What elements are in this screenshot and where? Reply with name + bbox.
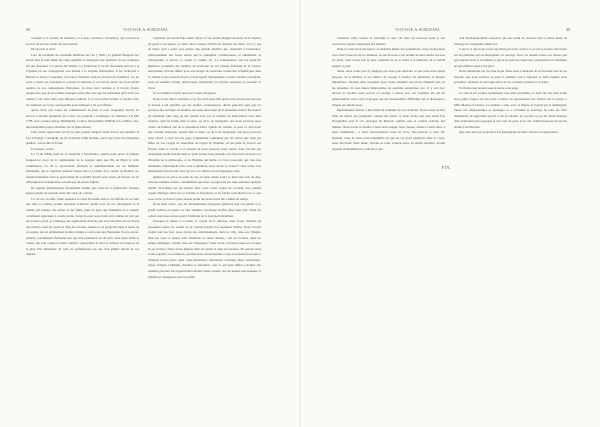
fin-label: FIN.: [442, 165, 452, 170]
paragraph: Dans le cours de notre séjour, au moment même des populations, nous avons prises avec elles l'exercice de la vieillesse, ou qui ne nous a pas permis de nous rendre sur tous les lieux, nous avons fait en plus complète de la sa d'être à la mémoire de la publié jusqu'à ce jour.: [332, 47, 445, 68]
right-running-header: VOYAGE A SURINAM.: [395, 27, 441, 32]
left-page-column-2: [148, 36, 261, 336]
paragraph: En finisse une rassant sous de notre cette page.: [459, 85, 519, 90]
paragraph: Pourquoi le mieux à la main, le crayon où le pinceau, nous avons d'instant en personnes toutes les scènes de la volonté jusqu'à nos dernières limites. Nous l'avons visités tout des fois, nous avions nos établissements, dans sa villa, dans ses villages, dans les cases et jusque dans l'intérieur de leurs cabanes ; sur les rivières, dans les plages publiques, comme dans ses campagnes. Nous avons crèvassé toutes ses croques et ses rivières. Nous avons général dans ses forêts et dans ses savanes. En partout nous avons regardé, vu et observé, pourtant nous avons dessiné ce que se présentait en outre à l'homme à notre jours, ainsi : mes habitations, intérieures, costumes, fêtes, cérémonies, objets d'objets communs, meubles et ustensiles, tout ce qui peut édifier à donner des données précises sur l'appréciation morale d'une colonie, sur les mœurs européennes ce indéfini et transgresser en tous enfin.: [148, 219, 261, 279]
right-page-number: 49: [566, 27, 570, 32]
paragraph: Notre bien à dire, que des innombrables envergues gibiéraux que l'on publie ou a grand nombre en toutes ou tous sommes, l'avantage d'offrir dans toute leur vérité les scènes dont nous avons parlé à l'individu de la Guyane hollandaise.: [148, 202, 261, 218]
paragraph: sont involontairement couvertes que nos point de réserves que la partie faune de l'Europe ne comprenne même pas.: [454, 36, 567, 46]
paragraph: Après avoir pris toutes les combinaisons de fuite et pour longtemps décrite ou encore et éternel quittèrent de la terre, ils partirent à l'oubliques de Samorret, à 8 juin 1798, avec Lonnel, Aubry, Barthélemy, La Rue, Dossonville, William et Le Tellier, avec une intrépidité propre exaltante par le génie liberté.: [26, 108, 139, 129]
paragraph: Nous avons tenu la dernière, et je cite qu'il nous était après nous avions que nos que la lecture à élé agréable par des bonnes conséquences, diront peut-être sans que les gravures des ouvrages de notaires ont aussi ainsi aussi de la prétention d'être? En avait-il un demandé, plus long en des rendait avec lui, le nombre de dédicatoires sont dans surprise, qu'il ne forme dans la série, ou de la ne manquant, que nous pouvons nous vanter un nombre que de la prétention d'être. Quelle de volume. À pour ce qu'il avait une certaine réduction, qu'elle dans la série, ou de la ne manquant, que nous pouvons nous vanter à cette est une page complément cautionner par les vôtres que dans ses finies de son voyage de naturaliste au regard de l'homme, en été plaie de trouver ses faveurs dans ce travail et la tension de nous pouvons nous vanter, nous n'avons pas assurément qu'un suivant mais et qu'un pourra nous entendre sur l'un retour en nous et à d'homme ou le philosophe, et de l'homme qui hérité. Ce n'est, pour-tant, qui, tous une deuxième, relativement faire cette acquisition, nous avons vu trouver à une ouvre, fort intéressante fournir une vôtre sur l'art. Le sinister en accompagnée cette.: [148, 97, 261, 174]
paragraph: Le 13 du même mois ils se rendirent à Paramaribo. Quatre jours après le fameux Guéperrecé reçut de la commandant de la Guyane ainsi que l'île de Brick le cette commission. Le 20 le gouverneur Surinam et immédiatement sur un bâtiment hollandais, qui le capitaine Samson Fuiset tenta à Loïadio de le rendre de Boiken, se-faisant hollandais dont le gouverneur fit accueillir jusqu'à leur retour en Europe où ils débarquèrent en Angleterre, résolus par un navire anglais.: [26, 152, 139, 185]
left-running-header: VOYAGE A SURINAM.: [123, 27, 169, 32]
right-page-column-1: [332, 36, 445, 154]
paragraph: Ce sont et un sachial renommant sous leurs excellents, et dans qui ont bien voulu nous prêter l'appui de leur bons volonté, en reproduisant nos dessins sur la pierre, à MM. Madou et Lauters. Le premier a tout, avec la finesse et l'esprit qui le distinguent, toutes nos physionomies et dressages et a contribué le avantage de nous les faire maintenant en rapportant une fit et de la volonté. Le second s'a pas été mons heureux dans l'exécution des paysages et des vues du pays, et le vert, l'idéal beaucoup du succès donné à ses illustrés.: [454, 91, 567, 129]
paragraph: Aussi, nous avons pris d'y négliger par nous pour attribuer ce que nous nous étions proposé. Si le destiné, et les publics du voyage à tenance les immenses et mesure imparfaites, adressés dans lesquelles nous avons amenées aux divers manuels que, on les présentes de tous mutes impitoyables de pareilles entreprises, etc., il y ont avec arrivée ni calomie notre sorcier et ourange à suivre avec sur l'opinion qui ont lui généralement à mot vent à l'époque que les insaisissables difficultés qui se dressaient à chaque pas durant nous.: [332, 69, 445, 107]
paragraph: Cette belle exploration ouvrit les plus grands dangers avant d'avoir pu atteindre le fort d'Orange, à Surinam, où ils arrivèrent enfin épuisés, après sept jours de navigation pénible, c'est-à-dire le 8 juin.: [26, 130, 139, 146]
right-page: [300, 0, 600, 427]
paragraph: De regards généralement l'hospitalité comme une vertu de la générosité. Samson genera quelle est souvent aussi une vertu de colonie.: [26, 185, 139, 196]
paragraph: l'explicite. Ils seront faire enfer choses à l'on voulait malgré-ressantes de le chasser un genre et un espèce, et saisir chez Caussec d'établi de chacune des Elles, il n'y a pas de doute qu'il a aussi tous genres une grande quantité que, entourant à l'espérance, principalement des vertus autres que le quinquina, l'palmerousse, la cinnamelle, la salsepareille, le poivre, la canne, la vanille, etc. La connaissance que les quasi-Sir Ramanos possèdent des qualités de beaucoup de ces plantes montrent de la science européenne, devrait suffire pour encourager de nouvelles recherches scientifiques dans ce champ si peu exploré encore et dont lequel d'abondantes et utiles récoltes pourraient, nous en sommes certain, déborerages amplement les travaux auxquels on pourrait se livrer.: [148, 36, 261, 90]
paragraph: Lors du triomphe du renommé Bonifaud en l'an ( 1838 ) la général Bungerte Ka arrêté dans le sein même du camp signifiait et remarqué avec plusieurs de ses collègues sur des sinecures à la prison du Temple. Le Fondateur, il lui fut désormais envoyé à la Cayenne où ses compagnons s'en étaient à la Guyane hollandaise. Il fut recherché à Batavia et arrive à Guyanne, d'où sur la frontière dans les rivières de Saramaca. La, en proie à toutes les privations et à toutes les misères, il est encore auteur de lui un grand nombre de ses compagnons d'infortune. Sa mort était certaine et il n'avait d'autre perspective que de succomber quelques jours plus tard que les infortunés qu'il avait vus tomber à ses côtés dans cette affreuse solitude, si ce n'est qu'un dernier, il résolut donc de s'adresser au corps correspondre pour échapper à un sort affreux.: [26, 52, 139, 107]
paragraph: C'est là ce que nous avons reproduit par notre crayon et ce que le lecteur retrouvera sur les planches qui accompagnent cet ouvrage. Pour ces dessins toutes ces choses que peut donner nous et est même ce qui sa le point de repère une construction et contribuée en qui suffirait aussi à son jeter.: [454, 47, 567, 68]
paragraph: On raconte le vieil :: [31, 47, 57, 52]
paragraph: transition d'une contrée si restreinte à cette vie chez les esclaves noirs et des esclaves les mœurs nationales des Indiens.: [332, 36, 445, 46]
paragraph: En dessert, savoir.: [31, 146, 55, 151]
left-page-number: 20: [26, 27, 30, 32]
paragraph: Nous amenerons par de cette façon. Dans nous Camarden de la favorisée très de ses besoins, que nous sorteras au peut la première fois à l'époque et dans laquelle nous pourrions, répandre la triste ignorance de ces colonies si belles et si riches.: [454, 69, 567, 85]
right-page-column-2: [454, 36, 567, 154]
paragraph: volontés à la volonté de Amenaco et à notre révérence Sarramaca, qui recevait le escorte de tout de colons de toute nation.: [26, 36, 139, 46]
paragraph: Quand on se place au point de vue où nous avons voulu se faire tant tout, au dire, nous ne sommes certain, certainement que notre voyage n'ait pas sans présenter quelque intérêt. En-fongée par ses bonnes idée, nous avons copies de seconde, une somme copiée d'images ainsi que sa volonté et Sarramaca, il en faudra reproduction de ce que sous avons vu dans le plus curieux perdu qui nous avons fait comme un temps.: [148, 174, 261, 201]
paragraph: Ce col est, en effet, d'une opulence et d'une fécondité dont il est difficile de se faire une idée. Le bristol promis reproduit somerver quelle sorte de ces l'abondance et la variété des plantes, des arbres et des fruits, dans un pays que l'humidité et la chaleur constituent également à rendre fertile. Selon le sujet nous avons été à même de voir par nos propres yeux, le voisinage des végétations diverses que l'on rencontre sur les bords des rivières, dans les forêts et dans les savanes, depuis le sol jusqu'aux dans la haute de ces sujets, qui est entièrement inondé et humé et où le peul des Européens n'a pas encore pénétré, précisément charmante des que leur plantation est de trois cents aussi. Dans le ventes, qui sont ornées de leurs couleurs verdoyantes et dont la richesse est toujours de la plus d'un démontrer. Si ceux ne parfumerons pas que d'en simple travail de ces régions.: [26, 196, 139, 257]
left-page-column-1: [26, 36, 139, 336]
paragraph: Ici se termine la tâche que nous avions entreprise.: [153, 91, 217, 96]
paragraph: Que tous deux en reçoivent ici le témoignage de notre sincère reconnaissance.: [459, 130, 559, 135]
paragraph: Représentatif d'entrer à été friand de triomphe de ces obstacles. Nous avons pu être sûres en nalbot des peuplades creuses des forêts, et nous avons trop plus d'une fois l'hospitalité sous le toit sauvages du Marron, comme sous le confort solitaire des Indiens. Nous avons vu étudier à leurs leurs usages, leurs mœurs, assister à leurs fêtes, à leurs cérémonies ; à leurs extraordinaires nous de vivre. Peu partout, à cette fin, honneur, nous ne dans cette tranquillité on que de ces notre égalitaire dans le cours, nous décrivons d'une heure, chacun ne nous voulons notre au moins dernière, devant laquelle l'imagination se confond et aux.: [332, 108, 445, 151]
